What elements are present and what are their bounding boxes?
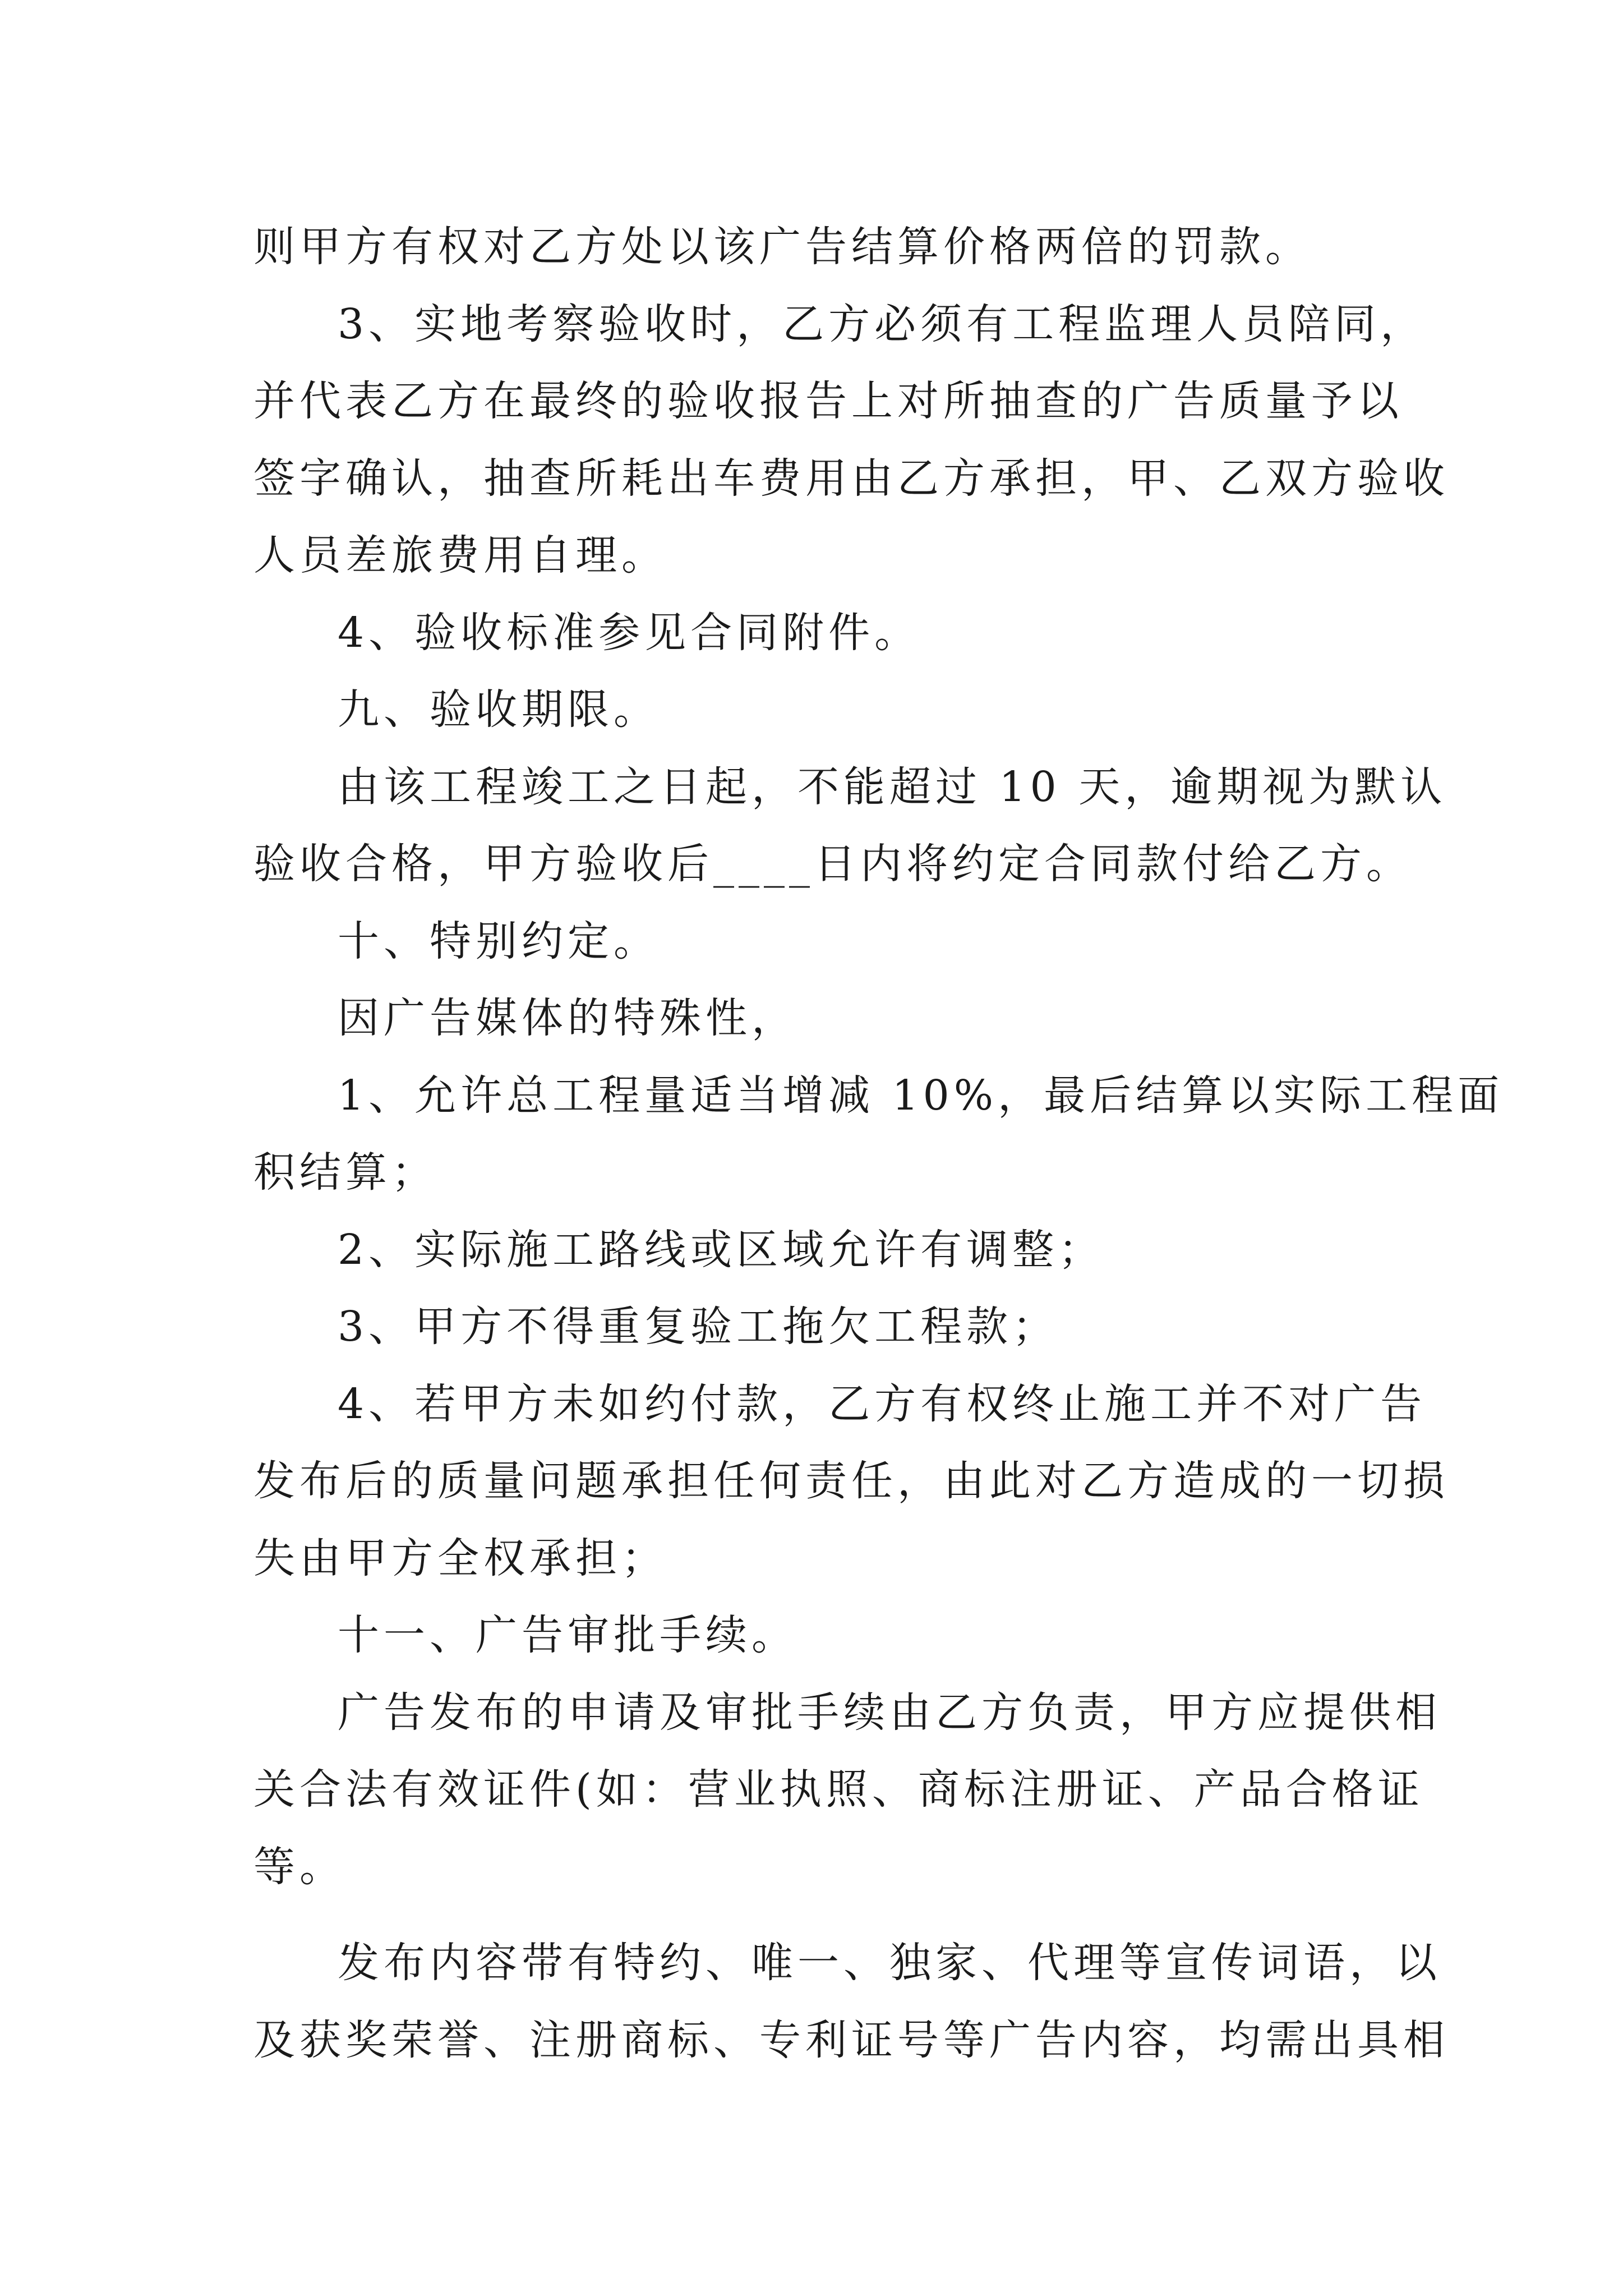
text-line: 积结算； (253, 1148, 437, 1197)
text-line: 失由甲方全权承担； (253, 1534, 667, 1582)
text-line: 签字确认，抽查所耗出车费用由乙方承担，甲、乙双方验收 (253, 454, 1449, 503)
text-line: 发布内容带有特约、唯一、独家、代理等宣传词语，以 (338, 1939, 1441, 1987)
text-line: 3、实地考察验收时，乙方必须有工程监理人员陪同， (338, 300, 1427, 348)
text-line: 3、甲方不得重复验工拖欠工程款； (338, 1303, 1059, 1351)
text-line: 则甲方有权对乙方处以该广告结算价格两倍的罚款。 (253, 223, 1311, 271)
text-line: 并代表乙方在最终的验收报告上对所抽查的广告质量予以 (253, 377, 1403, 425)
section-heading: 十一、广告审批手续。 (338, 1611, 797, 1659)
text-line: 4、验收标准参见合同附件。 (338, 608, 921, 657)
text-line: 发布后的质量问题承担任何责任，由此对乙方造成的一切损 (253, 1457, 1449, 1505)
text-line: 2、实际施工路线或区域允许有调整； (338, 1225, 1105, 1274)
text-line: 由该工程竣工之日起，不能超过 10 天，逾期视为默认 (338, 762, 1447, 811)
text-line: 因广告媒体的特殊性， (338, 994, 797, 1042)
paragraph-gap (253, 1906, 1386, 1925)
document-page (253, 209, 1504, 2079)
section-heading: 十、特别约定。 (338, 917, 660, 965)
text-line: 广告发布的申请及审批手续由乙方负责，甲方应提供相 (338, 1688, 1441, 1737)
text-line: 验收合格，甲方验收后____日内将约定合同款付给乙方。 (253, 840, 1412, 888)
section-heading: 九、验收期限。 (338, 685, 660, 734)
text-line: 4、若甲方未如约付款，乙方有权终止施工并不对广告 (338, 1379, 1427, 1428)
text-line: 及获奖荣誉、注册商标、专利证号等广告内容，均需出具相 (253, 2016, 1449, 2064)
text-line: 1、允许总工程量适当增减 10%，最后结算以实际工程面 (338, 1071, 1504, 1120)
text-line: 关合法有效证件(如：营业执照、商标注册证、产品合格证 (253, 1765, 1424, 1814)
text-line: 等。 (253, 1842, 345, 1891)
text-line: 人员差旅费用自理。 (253, 531, 667, 579)
